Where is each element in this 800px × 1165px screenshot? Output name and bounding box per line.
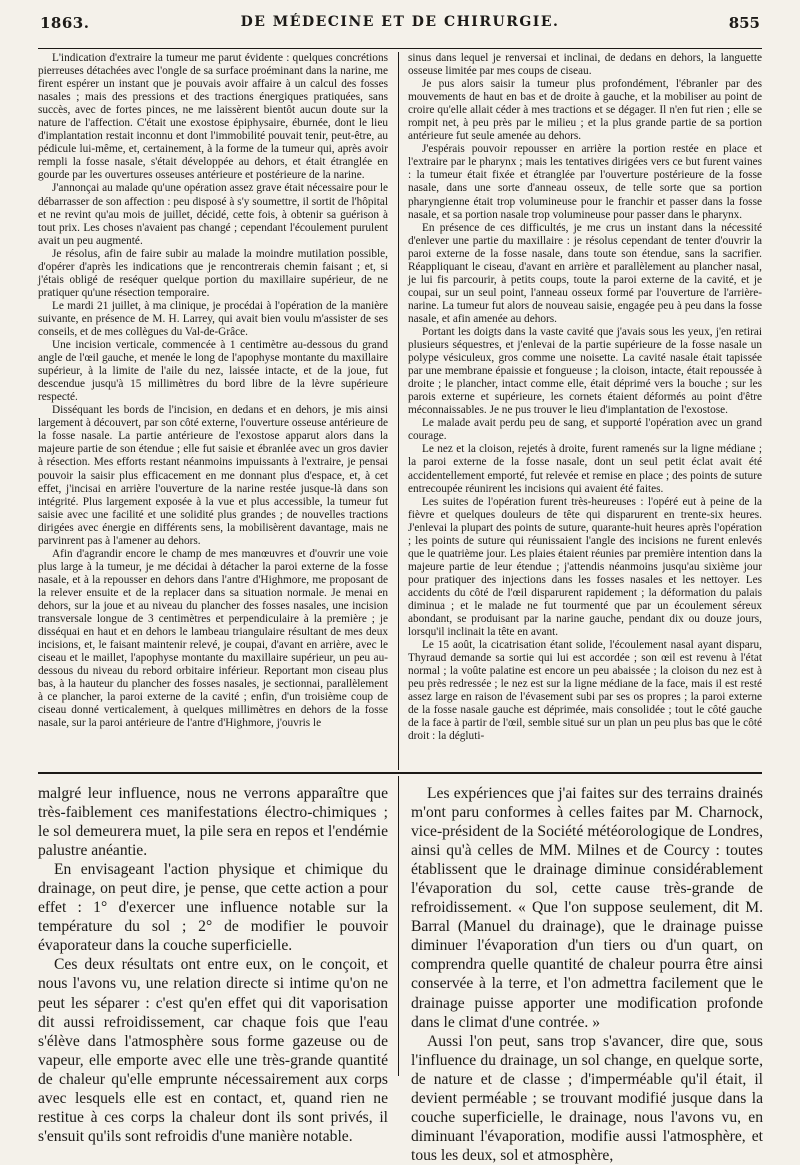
paragraph: Le mardi 21 juillet, à ma clinique, je procédai à l'opération de la manière suivante, en présence de M. H. Larrey, qui avait bien voulu m'assister de ses conseils, et de mes collègues du Val-de-Grâce. [38,299,388,338]
paragraph: Je résolus, afin de faire subir au malade la moindre mutilation possible, d'opérer d'après les indications que je rencontrerais chemin faisant ; et, si j'étais obligé de reséquer quelque portion du maxillaire supérieur, de ne pratiquer qu'une résection temporaire. [38,247,388,299]
upper-left-column [38,52,388,766]
paragraph: En présence de ces difficultés, je me crus un instant dans la nécessité d'enlever une partie du maxillaire : je résolus cependant de tenter d'ouvrir la paroi externe de la fosse nasale, dans toute son étendue, sans la sacrifier. Réappliquant le ciseau, d'avant en arrière et parallèlement au plancher nasal, je lui fis parcourir, à petits coups, toute la paroi externe de la cavité, et je coupai, sur un seul point, l'anneau osseux formé par l'ouverture de l'arrière-narine. La tumeur fut alors de nouveau saisie, engagée peu à peu dans la fosse nasale, et afin amenée au dehors. [408,221,762,325]
paragraph: Une incision verticale, commencée à 1 centimètre au-dessous du grand angle de l'œil gauche, et menée le long de l'apophyse montante du maxillaire supérieur, à la limite de l'aile du nez, laissée intacte, et de la joue, fut descendue jusqu'à 15 millimètres du bord libre de la lèvre supérieure respecté. [38,339,388,404]
paragraph: Portant les doigts dans la vaste cavité que j'avais sous les yeux, j'en retirai plusieurs séquestres, et j'enlevai de la partie supérieure de la fosse nasale un polype vésiculeux, gros comme une noisette. La cavité nasale était tapissée par une membrane épaissie et fongueuse ; la cloison, intacte, était repoussée à droite ; le plancher, intact comme elle, était déprimé vers la bouche ; sur les parois externe et supérieure, les cornets étaient déformés au point d'être méconnaissables. Je ne pus trouver le lieu d'implantation de l'exostose. [408,325,762,417]
paragraph: Disséquant les bords de l'incision, en dedans et en dehors, je mis ainsi largement à découvert, par son côté externe, l'ouverture osseuse antérieure de la fosse nasale. La partie antérieure de l'exostose apparut alors dans la majeure partie de son étendue ; elle fut saisie et ébranlée avec un gros davier à résection. Mes efforts restant néanmoins impuissants à l'extraire, je pensai pouvoir la saisir plus efficacement en me donnant plus d'espace, et, à cet effet, j'incisai en arrière l'ouverture de la narine restée jusque-là dans son intégrité. Plus largement exposée à la vue et plus accessible, la tumeur fut saisie avec une facilité et une solidité plus grandes ; de nouvelles tractions dirigées avec énergie en différents sens, la mobilisèrent davantage, mais ne parvinrent pas à l'amener au dehors. [38,404,388,547]
upper-right-column [408,52,762,766]
header-rule [38,48,762,49]
paragraph: Le 15 août, la cicatrisation étant solide, l'écoulement nasal ayant disparu, Thyraud demande sa sortie qui lui est accordée ; son œil est revenu à l'état normal ; la voûte palatine est encore un peu abaissée ; la cloison du nez est à peu près redressée ; le nez est sur la ligne médiane de la face, mais il est resté assez large en raison de l'évasement subi par ses os propres ; la paroi externe de la fosse nasale gauche est déprimée, mais consolidée ; tout le côté gauche de la face à partir de l'œil, semble situé sur un plan un peu plus bas que le côté droit : la dégluti- [408,639,762,743]
paragraph: J'espérais pouvoir repousser en arrière la portion restée en place et l'extraire par le pharynx ; mais les tentatives dirigées vers ce but furent vaines : la tumeur était fixée et étranglée par l'ouverture postérieure de la fosse nasale, dans une sorte d'anneau osseux, de telle sorte que sa portion pharyngienne était trop volumineuse pour le franchir et passer dans la fosse nasale, et sa portion nasale trop volumineuse pour passer dans le pharynx. [408,143,762,221]
paragraph-continued: malgré leur influence, nous ne verrons apparaître que très-faiblement ces manifestations électro-chimiques ; le sol demeurera muet, la pile sera en repos et l'endémie palustre anéantie. [38,785,388,860]
lower-left-column [38,784,388,1145]
paragraph: Les expériences que j'ai faites sur des terrains drainés m'ont paru conformes à celles faites par M. Charnock, vice-président de la Société météorologique de Londres, ainsi qu'à celles de MM. Milnes et de Courcy : toutes établissent que le drainage diminue considérablement l'évaporation du sol, cette cause très-grande de refroidissement. « Que l'on suppose seulement, dit M. Barral (Manuel du drainage), que le drainage puisse diminuer l'évaporation d'un tiers ou d'un quart, on comprendra quelle quantité de chaleur pourra être ainsi conservée à la terre, et l'on admettra facilement que le drainage puisse apporter une modification profonde dans le climat d'une contrée. » [411,785,763,1031]
header-year: 1863. [40,14,90,32]
header-title: DE MÉDECINE ET DE CHIRURGIE. [240,14,560,30]
page-number: 855 [728,14,760,32]
paragraph: Le malade avait perdu peu de sang, et supporté l'opération avec un grand courage. [408,417,762,443]
paragraph: Je pus alors saisir la tumeur plus profondément, l'ébranler par des mouvements de haut en bas et de droite à gauche, et la mobiliser au point de croire qu'elle allait céder à mes tractions et se dégager. Il n'en fut rien ; elle se rompit net, à peu près par le milieu ; et la plus grande partie de sa portion antérieure fut seule amenée au dehors. [408,78,762,143]
paragraph: Le nez et la cloison, rejetés à droite, furent ramenés sur la ligne médiane ; la paroi externe de la fosse nasale, dont un seul petit éclat avait été accidentellement emporté, fut relevée et remise en place ; des points de suture entrecoupée réunirent les incisions qui avaient été faites. [408,443,762,495]
lower-right-column [411,784,763,1164]
paragraph: Les suites de l'opération furent très-heureuses : l'opéré eut à peine de la fièvre et quelques douleurs de tête qui disparurent en trente-six heures. J'enlevai la plupart des points de suture, quarante-huit heures après l'opération ; les points de suture qui réunissaient l'angle des incisions ne furent enlevés que le quatrième jour. Les plaies étaient réunies par première intention dans la majeure partie de leur étendue ; j'attendis néanmoins jusqu'au sixième jour pour pratiquer des injections dans les fosses nasales et les nettoyer. Les accidents du côté de l'œil disparurent rapidement ; la déformation du palais diminua ; et le malade ne fut tourmenté que par un écoulement séreux abondant, se produisant par la narine gauche, pendant dix ou douze jours, lorsqu'il inclinait la tête en avant. [408,495,762,639]
paragraph: En envisageant l'action physique et chimique du drainage, on peut dire, je pense, que cette action a pour effet : 1° d'exercer une influence notable sur la température du sol ; 2° de modifier le pouvoir évaporateur dans la couche superficielle. [38,861,388,955]
paragraph: Ces deux résultats ont entre eux, on le conçoit, et nous l'avons vu, une relation directe si intime qu'on ne peut les séparer : c'est qu'en effet qui dit vaporisation dit aussi refroidissement, car chaque fois que l'eau s'élève dans l'atmosphère sous forme gazeuse ou de vapeur, elle emporte avec elle une très-grande quantité de chaleur qu'elle emprunte nécessairement aux corps avec lesquels elle est en contact, et, quand rien ne restitue à ces corps la chaleur dont ils sont privés, il s'ensuit qu'ils sont refroidis d'une manière notable. [38,956,388,1145]
section-rule [38,772,762,774]
paragraph: Aussi l'on peut, sans trop s'avancer, dire que, sous l'influence du drainage, un sol change, en quelque sorte, de nature et de classe ; d'imperméable qu'il était, il devient perméable ; se trouvant modifié jusque dans la couche superficielle, le drainage, nous l'avons vu, en diminuant l'évaporation, modifie aussi l'atmosphère, et tous les deux, sol et atmosphère, [411,1032,763,1164]
paragraph: Afin d'agrandir encore le champ de mes manœuvres et d'ouvrir une voie plus large à la tumeur, je me décidai à détacher la paroi externe de la fosse nasale, et à la repousser en dehors dans l'antre d'Highmore, me proposant de la relever ensuite et de la replacer dans sa situation normale. Je menai en dehors, sur la joue et au niveau du plancher des fosses nasales, une incision transversale longue de 3 centimètres et perpendiculaire à la première ; je disséquai en haut et en dehors le lambeau triangulaire résultant de mes deux incisions, et, le faisant maintenir relevé, je coupai, d'avant en arrière, avec le ciseau et le maillet, l'apophyse montante du maxillaire supérieur, un peu au-dessous du niveau du rebord orbitaire inférieur. Reportant mon ciseau plus bas, à la hauteur du plancher des fosses nasales, je sectionnai, parallèlement à ce plancher, la paroi externe de la cavité ; enfin, d'un troisième coup de ciseau donné verticalement, à quelques millimètres en dehors de la fosse nasale, sur la paroi antérieure de l'antre d'Highmore, j'ouvris le [38,547,388,730]
column-divider [398,52,399,770]
running-header [0,0,800,44]
paragraph: L'indication d'extraire la tumeur me parut évidente : quelques concrétions pierreuses détachées avec l'ongle de sa surface proéminant dans la narine, me firent espérer un instant que je pouvais avoir affaire à un calcul des fosses nasales ; mais des pressions et des tractions énergiques pratiquées, sans succès, avec de fortes pinces, ne me laissèrent bientôt aucun doute sur la nature de l'affection. C'était une exostose épiphysaire, éburnée, dont le lieu d'implantation restait inconnu et dont l'immobilité pouvait tenir, peut-être, au pédicule lui-même, et, certainement, à la forme de la tumeur qui, après avoir rempli la fosse nasale, s'était développée au dehors, et était étranglée en gourde par les ouvertures osseuses antérieure et postérieure de la narine. [38,52,388,182]
paragraph-continued: sinus dans lequel je renversai et inclinai, de dedans en dehors, la languette osseuse limitée par mes coups de ciseau. [408,52,762,78]
paragraph: J'annonçai au malade qu'une opération assez grave était nécessaire pour le débarrasser de son affection : peu disposé à s'y soumettre, il sortit de l'hôpital et ne revint qu'au mois de juillet, décidé, cette fois, à obtenir sa guérison à tout prix. Les choses n'avaient pas changé ; cependant l'écoulement purulent avait un peu augmenté. [38,182,388,247]
column-divider [398,776,399,1076]
